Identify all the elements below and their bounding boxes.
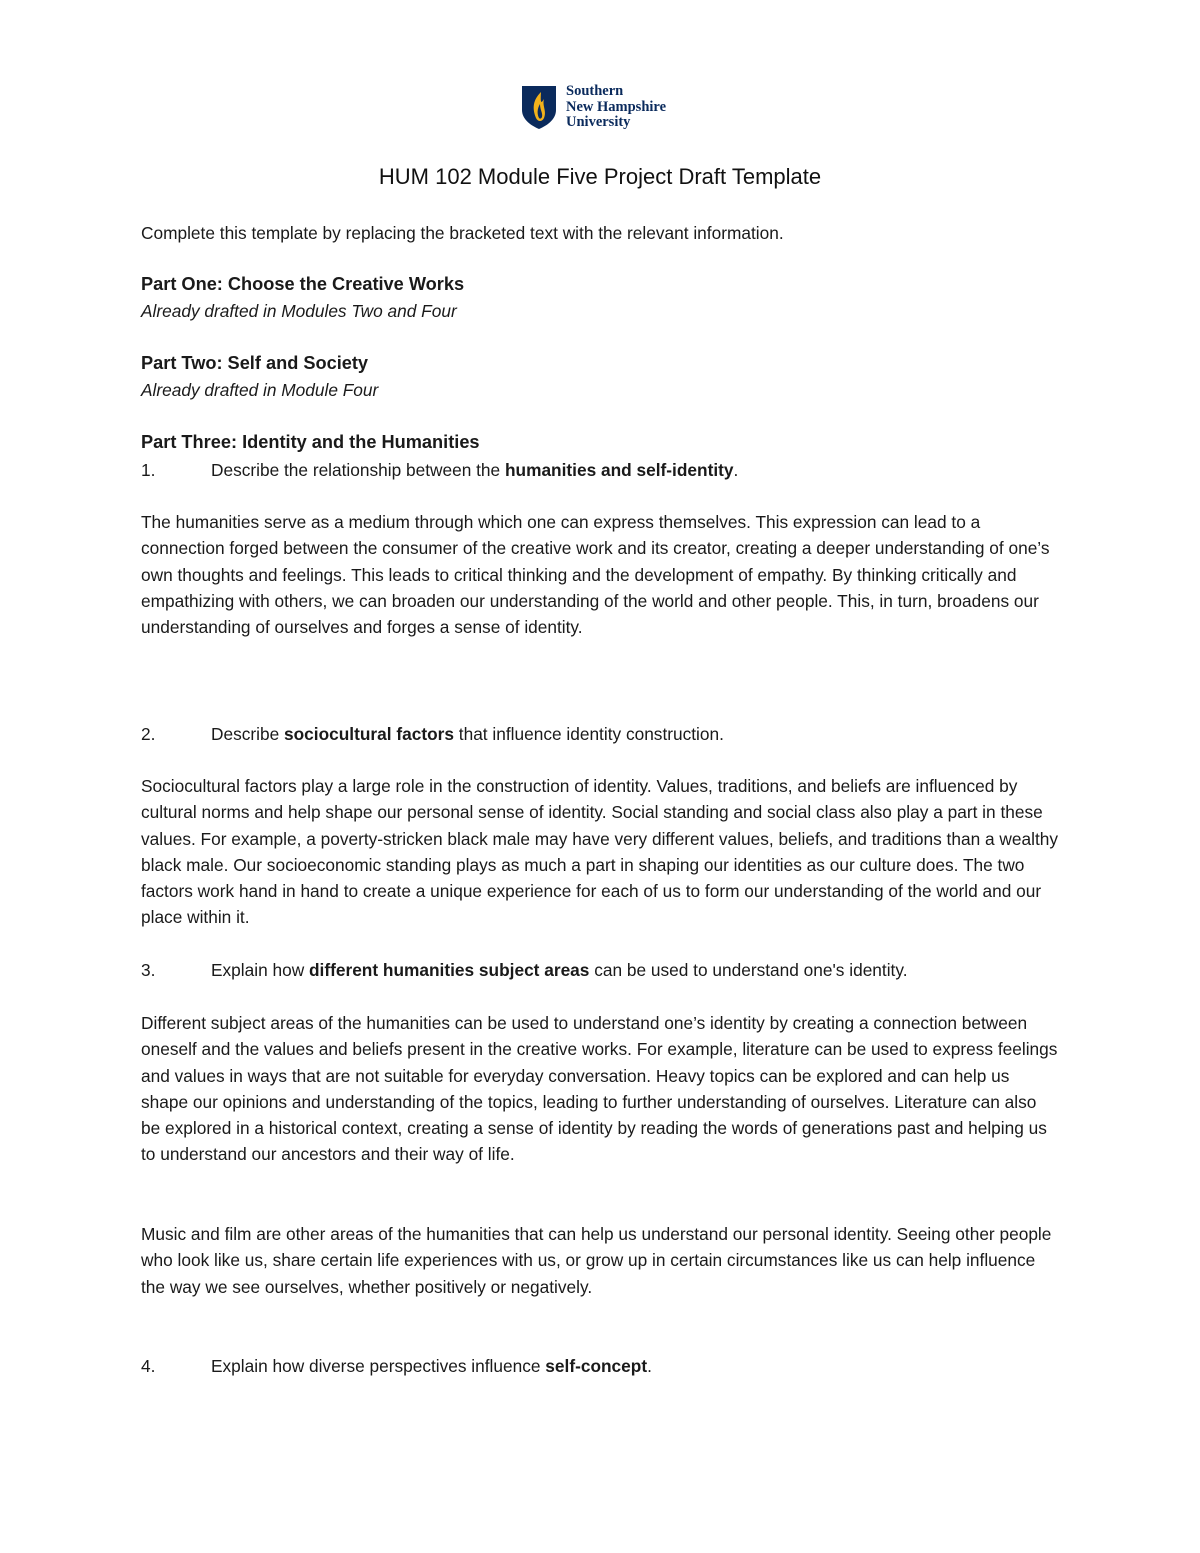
question-text-post: .: [733, 460, 739, 480]
instructions: Complete this template by replacing the bracketed text with the relevant information.: [141, 223, 784, 243]
logo-line-1: Southern: [566, 83, 624, 99]
question-4: [141, 1353, 1059, 1379]
logo-line-2: New Hampshire: [566, 98, 667, 115]
question-keyword: self-concept: [545, 1356, 648, 1376]
question-number: 3.: [141, 960, 156, 980]
question-text-pre: Describe: [211, 724, 284, 744]
question-keyword: humanities and self-identity: [504, 460, 734, 480]
question-text: [211, 457, 738, 483]
question-1: [141, 457, 1059, 483]
question-text: [211, 957, 908, 983]
question-text: [211, 721, 724, 747]
answer-2-paragraph: Sociocultural factors play a large role in the construction of identity. Values, traditions, and beliefs are influenced by cultural norms and help shape our personal sense of identity. Social standing and social class also play a part in these values. For example, a poverty-stricken black male may have very different values, beliefs, and traditions than a wealthy black male. Our socioeconomic standing plays as much a part in shaping our identities as our culture does. The two factors work hand in hand to create a unique experience for each of us to form our understanding of the world and our place within it.: [141, 776, 1058, 928]
part-one-heading: Part One: Choose the Creative Works: [141, 274, 465, 294]
question-text-pre: Explain how diverse perspectives influence: [211, 1356, 546, 1376]
part-three-heading: Part Three: Identity and the Humanities: [141, 432, 480, 452]
question-text-pre: Describe the relationship between the: [211, 460, 505, 480]
part-one-note: Already drafted in Modules Two and Four: [141, 301, 457, 321]
answer-3-paragraph-1: Different subject areas of the humanities can be used to understand one’s identity by creating a connection between oneself and the values and beliefs present in the creative works. For example, literature can be used to express feelings and values in ways that are not suitable for everyday conversation. Heavy topics can be explored and can help us shape our opinions and understanding of the topics, leading to further understanding of ourselves. Literature can also be explored in a historical context, creating a sense of identity by reading the words of generations past and helping us to understand our ancestors and their way of life.: [141, 1013, 1058, 1165]
logo-line-3: University: [566, 114, 631, 130]
question-3: [141, 957, 1059, 983]
shield-flame-icon: [520, 84, 558, 130]
question-number: 4.: [141, 1356, 156, 1376]
part-two-heading: Part Two: Self and Society: [141, 353, 369, 373]
document-title: HUM 102 Module Five Project Draft Template: [378, 164, 822, 189]
question-text-post: can be used to understand one's identity.: [589, 960, 908, 980]
question-keyword: sociocultural factors: [284, 724, 454, 744]
question-keyword: different humanities subject areas: [308, 960, 590, 980]
answer-1-paragraph: The humanities serve as a medium through which one can express themselves. This expression can lead to a connection forged between the consumer of the creative work and its creator, creating a deeper understanding of one’s own thoughts and feelings. This leads to critical thinking and the development of empathy. By thinking critically and empathizing with others, we can broaden our understanding of the world and other people. This, in turn, broadens our understanding of ourselves and forges a sense of identity.: [141, 512, 1050, 638]
question-number: 2.: [141, 724, 156, 744]
university-logo: [520, 84, 666, 131]
logo-wordmark: [566, 84, 666, 131]
question-text-pre: Explain how: [211, 960, 309, 980]
question-2: [141, 721, 1059, 747]
question-text-post: that influence identity construction.: [453, 724, 724, 744]
question-text-post: .: [647, 1356, 652, 1376]
part-two-note: Already drafted in Module Four: [141, 380, 379, 400]
question-text: [211, 1353, 652, 1379]
answer-3-paragraph-2: Music and film are other areas of the humanities that can help us understand our personal identity. Seeing other people who look like us, share certain life experiences with us, or grow up in certain circumstances like us can help influence the way we see ourselves, whether positively or negatively.: [141, 1224, 1052, 1297]
question-number: 1.: [141, 460, 156, 480]
